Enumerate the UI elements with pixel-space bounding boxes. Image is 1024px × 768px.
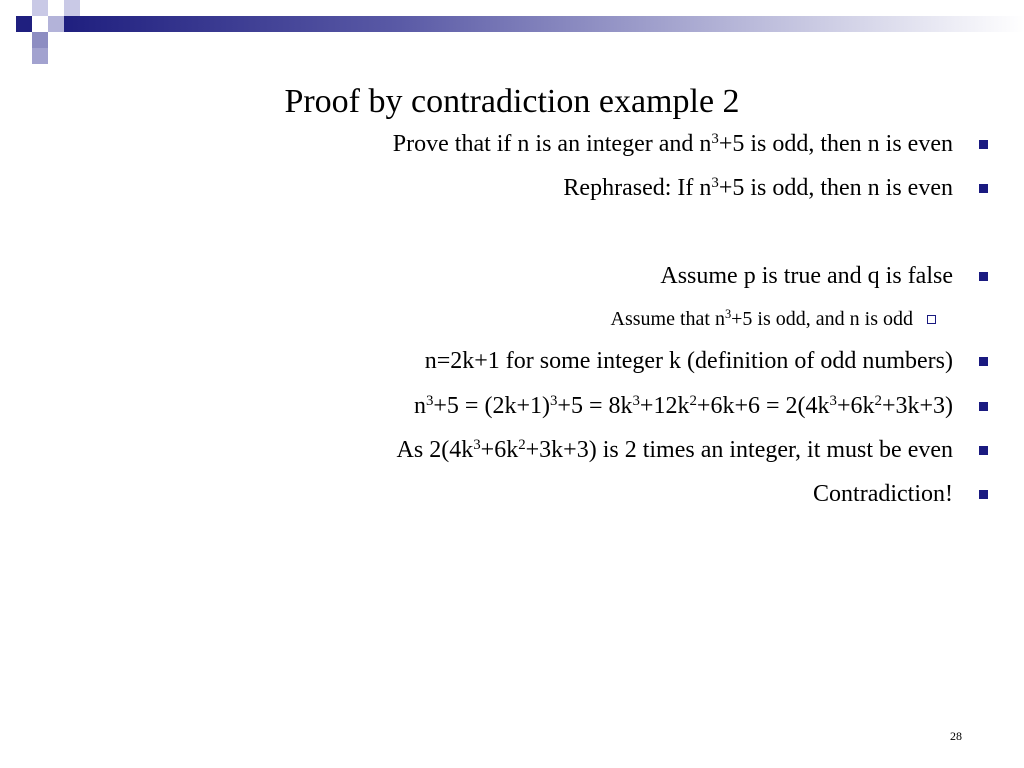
header-decoration xyxy=(0,0,1024,64)
text-run: Contradiction! xyxy=(813,481,953,507)
superscript-text: 2 xyxy=(874,392,882,409)
bullet-item xyxy=(393,128,988,160)
text-run: Assume that n xyxy=(610,308,725,330)
text-run: +5 = (2k+1) xyxy=(433,393,550,419)
text-run: Prove that if n is an integer and n xyxy=(392,131,712,157)
bullet-text xyxy=(414,390,953,422)
text-run: +5 is odd, then n is even xyxy=(718,175,953,201)
bullet-text xyxy=(397,434,953,466)
text-run: +6k xyxy=(836,393,875,419)
superscript-text: 3 xyxy=(711,130,719,147)
superscript-text: 3 xyxy=(473,436,481,453)
bullet-text xyxy=(393,128,953,160)
deco-square xyxy=(32,32,48,48)
text-run: +3k+3) xyxy=(881,393,953,419)
deco-square xyxy=(32,0,48,16)
bullet-text xyxy=(660,260,953,292)
superscript-text: 3 xyxy=(632,392,640,409)
deco-square xyxy=(64,0,80,16)
text-run: +5 = 8k xyxy=(557,393,633,419)
bullet-item xyxy=(414,390,988,422)
text-run: Rephrased: If n xyxy=(563,175,712,201)
hollow-square-bullet-icon xyxy=(927,315,936,324)
bullet-text xyxy=(611,305,913,333)
deco-square xyxy=(48,16,64,32)
bullet-text xyxy=(813,478,953,510)
text-run: +3k+3) is 2 times an integer, it must be even xyxy=(525,437,953,463)
bullet-item xyxy=(563,172,988,204)
text-run: +5 is odd, and n is odd xyxy=(731,308,913,330)
text-run: n xyxy=(413,393,426,419)
slide-title: Proof by contradiction example 2 xyxy=(284,83,740,120)
superscript-text: 3 xyxy=(711,174,719,191)
square-bullet-icon xyxy=(979,357,988,366)
text-run: +6k xyxy=(480,437,519,463)
text-run: +5 is odd, then n is even xyxy=(718,131,953,157)
square-bullet-icon xyxy=(979,184,988,193)
square-bullet-icon xyxy=(979,272,988,281)
bullet-item xyxy=(397,434,988,466)
square-bullet-icon xyxy=(979,446,988,455)
square-bullet-icon xyxy=(979,402,988,411)
superscript-text: 3 xyxy=(724,306,732,321)
square-bullet-icon xyxy=(979,490,988,499)
text-run: n=2k+1 for some integer k (definition of odd numbers) xyxy=(424,348,953,374)
header-gradient-bar xyxy=(64,16,1024,32)
superscript-text: 3 xyxy=(829,392,837,409)
superscript-text: 3 xyxy=(425,392,434,409)
superscript-text: 2 xyxy=(518,436,526,453)
text-run: +12k xyxy=(639,393,690,419)
text-run: Assume p is true and q is false xyxy=(660,263,953,289)
square-bullet-icon xyxy=(979,140,988,149)
bullet-text xyxy=(563,172,953,204)
deco-square xyxy=(32,48,48,64)
deco-square xyxy=(16,16,32,32)
superscript-text: 2 xyxy=(689,392,697,409)
text-run: As 2(4k xyxy=(396,437,474,463)
sub-bullet-item xyxy=(611,305,936,333)
text-run: +6k+6 = 2(4k xyxy=(696,393,830,419)
bullet-item xyxy=(813,478,988,510)
bullet-item xyxy=(660,260,988,292)
page-number: 28 xyxy=(950,729,962,743)
bullet-item xyxy=(425,345,988,377)
superscript-text: 3 xyxy=(549,392,558,409)
bullet-text xyxy=(425,345,953,377)
